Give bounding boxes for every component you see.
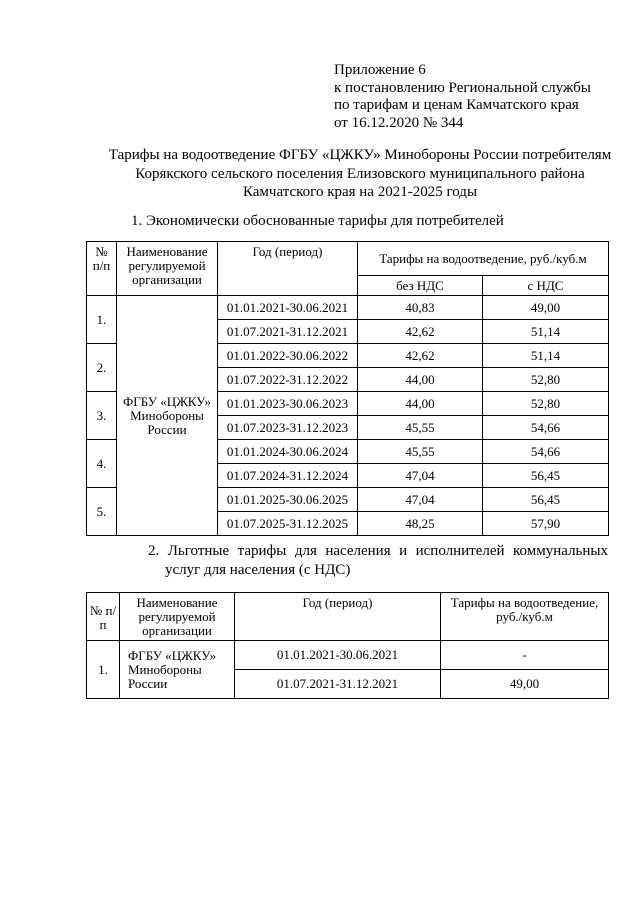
- tariff-no-vat-cell: 44,00: [358, 392, 483, 416]
- period-cell: 01.07.2024-31.12.2024: [218, 464, 358, 488]
- header-num: № п/п: [87, 593, 120, 641]
- tariff-no-vat-cell: 47,04: [358, 464, 483, 488]
- tariff-with-vat-cell: 54,66: [483, 416, 609, 440]
- row-num: 1.: [87, 296, 117, 344]
- header-no-vat: без НДС: [358, 276, 483, 296]
- tariff-no-vat-cell: 42,62: [358, 320, 483, 344]
- organization-cell: ФГБУ «ЦЖКУ» Минобороны России: [120, 641, 235, 699]
- tariff-with-vat-cell: 52,80: [483, 368, 609, 392]
- period-cell: 01.07.2023-31.12.2023: [218, 416, 358, 440]
- tariff-no-vat-cell: 48,25: [358, 512, 483, 536]
- title-line: Корякского сельского поселения Елизовского муниципального района: [135, 165, 585, 182]
- tariff-with-vat-cell: 49,00: [483, 296, 609, 320]
- tariff-table-economic: [86, 241, 609, 536]
- header-period: Год (период): [218, 242, 358, 296]
- annex-line: Приложение 6: [334, 62, 426, 78]
- period-cell: 01.07.2022-31.12.2022: [218, 368, 358, 392]
- header-org: Наименование регулируемой организации: [120, 593, 235, 641]
- tariff-with-vat-cell: 54,66: [483, 440, 609, 464]
- header-tariffs: Тарифы на водоотведение, руб./куб.м: [358, 242, 609, 276]
- tariff-no-vat-cell: 45,55: [358, 440, 483, 464]
- annex-block: [334, 62, 591, 132]
- period-cell: 01.07.2021-31.12.2021: [235, 670, 441, 699]
- header-num: № п/п: [87, 242, 117, 296]
- header-tariffs: Тарифы на водоотведение, руб./куб.м: [441, 593, 609, 641]
- section1-heading: 1. Экономически обоснованные тарифы для потребителей: [131, 213, 504, 229]
- period-cell: 01.01.2024-30.06.2024: [218, 440, 358, 464]
- row-num: 1.: [87, 641, 120, 699]
- tariff-no-vat-cell: 42,62: [358, 344, 483, 368]
- tariff-no-vat-cell: 44,00: [358, 368, 483, 392]
- period-cell: 01.01.2021-30.06.2021: [218, 296, 358, 320]
- row-num: 4.: [87, 440, 117, 488]
- period-cell: 01.01.2022-30.06.2022: [218, 344, 358, 368]
- header-org: Наименование регулируемой организации: [117, 242, 218, 296]
- tariff-no-vat-cell: 40,83: [358, 296, 483, 320]
- period-cell: 01.01.2025-30.06.2025: [218, 488, 358, 512]
- annex-line: по тарифам и ценам Камчатского края: [334, 97, 579, 113]
- organization-cell: ФГБУ «ЦЖКУ» Минобороны России: [117, 296, 218, 536]
- section2-heading: [148, 542, 608, 580]
- tariff-with-vat-cell: 56,45: [483, 488, 609, 512]
- document-title: [60, 146, 640, 202]
- tariff-no-vat-cell: 45,55: [358, 416, 483, 440]
- tariff-with-vat-cell: 56,45: [483, 464, 609, 488]
- tariff-with-vat-cell: 57,90: [483, 512, 609, 536]
- tariff-with-vat-cell: 51,14: [483, 320, 609, 344]
- row-num: 2.: [87, 344, 117, 392]
- tariff-with-vat-cell: 51,14: [483, 344, 609, 368]
- header-with-vat: с НДС: [483, 276, 609, 296]
- tariff-no-vat-cell: 47,04: [358, 488, 483, 512]
- annex-line: от 16.12.2020 № 344: [334, 114, 464, 131]
- period-cell: 01.07.2021-31.12.2021: [218, 320, 358, 344]
- tariff-value-cell: 49,00: [441, 670, 609, 699]
- table-row: [87, 296, 609, 320]
- annex-line: к постановлению Региональной службы: [334, 79, 591, 96]
- title-line: Камчатского края на 2021-2025 годы: [242, 184, 478, 200]
- section2-heading-line: услуг для населения (с НДС): [165, 562, 351, 578]
- tariff-with-vat-cell: 52,80: [483, 392, 609, 416]
- row-num: 5.: [87, 488, 117, 536]
- title-line: Тарифы на водоотведение ФГБУ «ЦЖКУ» Минобороны России потребителям: [108, 147, 612, 163]
- section2-heading-line: 2. Льготные тарифы для населения и исполнителей коммунальных: [148, 543, 608, 559]
- period-cell: 01.01.2023-30.06.2023: [218, 392, 358, 416]
- tariff-value-cell: -: [441, 641, 609, 670]
- header-period: Год (период): [235, 593, 441, 641]
- period-cell: 01.07.2025-31.12.2025: [218, 512, 358, 536]
- row-num: 3.: [87, 392, 117, 440]
- period-cell: 01.01.2021-30.06.2021: [235, 641, 441, 670]
- tariff-table-preferential: [86, 592, 609, 699]
